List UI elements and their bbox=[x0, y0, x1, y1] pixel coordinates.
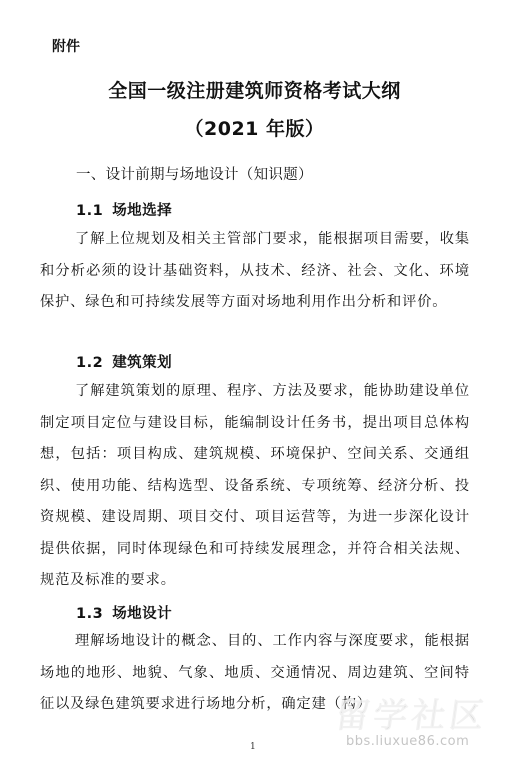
watermark-url: bbs.liuxue86.com bbox=[346, 734, 470, 749]
subsection-title: 场地选择 bbox=[112, 203, 173, 219]
subsection-number: 1.3 bbox=[76, 606, 104, 622]
subsection-title: 建筑策划 bbox=[112, 355, 173, 371]
subsection-number: 1.2 bbox=[76, 355, 104, 371]
watermark-logo-text: 留学社区 bbox=[332, 696, 491, 736]
paragraph-site-design: 理解场地设计的概念、目的、工作内容与深度要求，能根据场地的地形、地貌、气象、地质、交通情况、周边建筑、空间特征以及绿色建筑要求进行场地分析，确定建（构） bbox=[40, 633, 470, 712]
subsection-heading-1-3 bbox=[76, 602, 172, 623]
section-heading: 一、设计前期与场地设计（知识题） bbox=[76, 167, 313, 183]
document-edition: （2021 年版） bbox=[184, 118, 325, 140]
subsection-number: 1.1 bbox=[76, 203, 104, 219]
paragraph-architectural-planning: 了解建筑策划的原理、程序、方法及要求，能协助建设单位制定项目定位与建设目标，能编制设计任务书，提出项目总体构想，包括：项目构成、建筑规模、环境保护、空间关系、交通组织、使用功能、结构选型、设备系统、专项统筹、经济分析、投资规模、建设周期、项目交付、项目运营等，为进一步深化设计提供依据，同时体现绿色和可持续发展理念，并符合相关法规、规范及标准的要求。 bbox=[40, 383, 470, 588]
document-title: 全国一级注册建筑师资格考试大纲 bbox=[108, 80, 401, 102]
paragraph-site-selection: 了解上位规划及相关主管部门要求，能根据项目需要，收集和分析必须的设计基础资料，从技术、经济、社会、文化、环境保护、绿色和可持续发展等方面对场地利用作出分析和评价。 bbox=[40, 231, 470, 310]
subsection-heading-1-2 bbox=[76, 351, 172, 372]
attachment-label: 附件 bbox=[52, 39, 80, 55]
watermark bbox=[332, 688, 506, 760]
page-number: 1 bbox=[250, 742, 256, 752]
subsection-title: 场地设计 bbox=[112, 606, 173, 622]
subsection-heading-1-1 bbox=[76, 199, 172, 220]
